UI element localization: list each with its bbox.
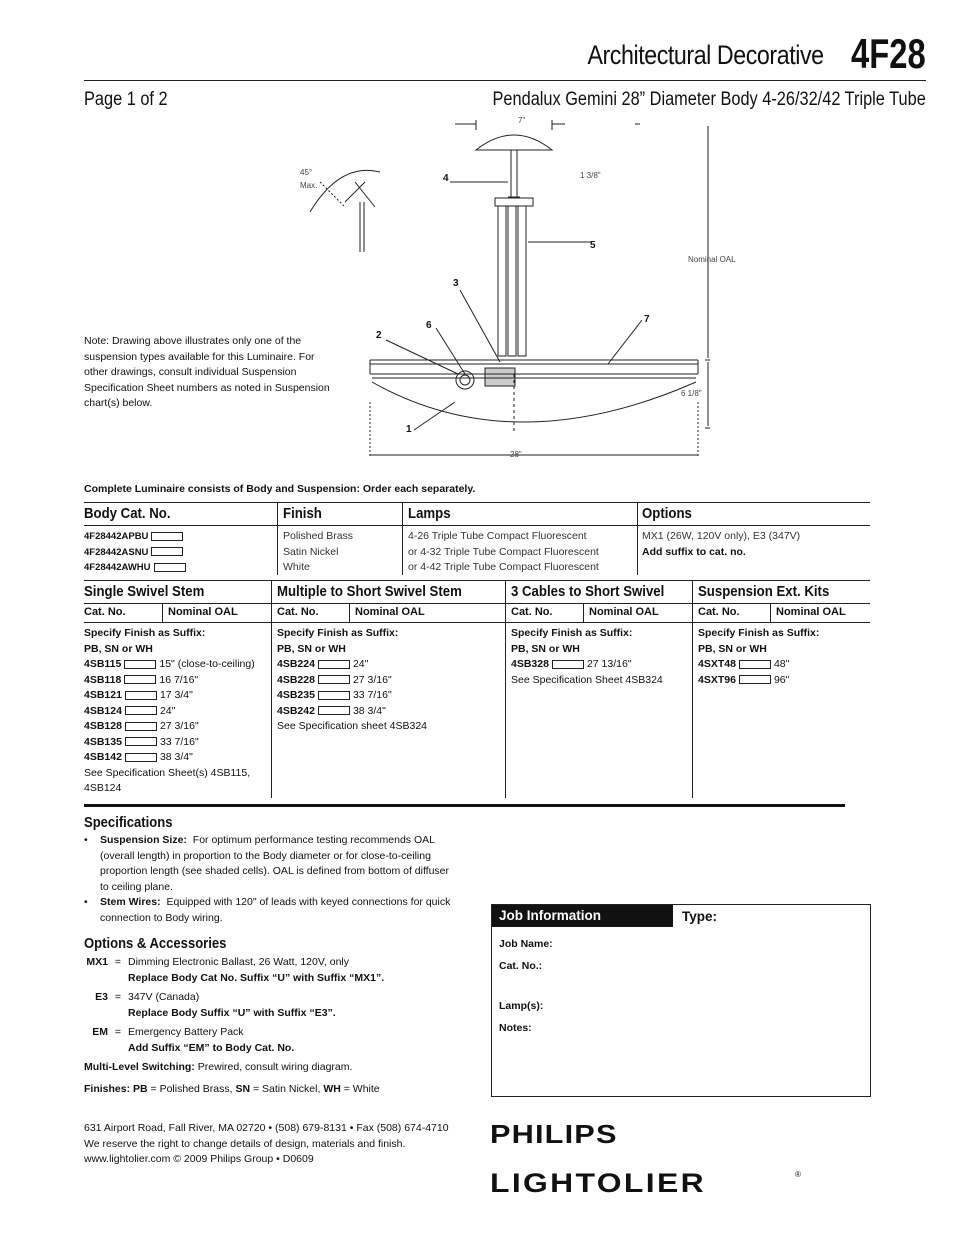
list-item: [698, 673, 819, 689]
order-note: Complete Luminaire consists of Body and Suspension: Order each separately.: [84, 483, 476, 495]
cables-header: 3 Cables to Short Swivel: [511, 583, 665, 600]
suffix-list: PB, SN or WH: [698, 642, 767, 655]
order-box[interactable]: [125, 753, 157, 762]
table-header-rule: [84, 525, 870, 526]
col-divider: [770, 604, 771, 622]
list-item: [84, 688, 255, 704]
order-box[interactable]: [552, 660, 584, 669]
spec-sheet-note: 4SB124: [84, 782, 122, 794]
col-divider: [692, 580, 693, 798]
equals-sign: =: [114, 956, 122, 968]
job-information-header: Job Information: [492, 905, 673, 927]
single-swivel-list: [84, 626, 255, 797]
finish-item: Polished Brass: [283, 530, 354, 542]
options-list: [84, 955, 464, 1097]
body-cat-header: Body Cat. No.: [84, 505, 171, 522]
finishes-label: Finishes:: [84, 1082, 131, 1095]
order-box[interactable]: [318, 691, 350, 700]
callout-4: 4: [443, 173, 449, 184]
spec-text: Equipped with 120" of leads with keyed connections for quick: [166, 896, 451, 908]
finish-code: PB: [133, 1082, 148, 1095]
spec-text: (overall length) in proportion to the Body diameter or for close-to-ceiling: [100, 849, 431, 862]
order-box[interactable]: [739, 660, 771, 669]
callout-6: 6: [426, 320, 432, 331]
company-address: [84, 1121, 449, 1168]
oal: 15" (close-to-ceiling): [159, 658, 255, 670]
cat-no: 4SB118: [84, 673, 122, 686]
cat-no-field[interactable]: Cat. No.:: [499, 960, 543, 972]
multiple-swivel-header: Multiple to Short Swivel Stem: [277, 583, 462, 600]
notes-field[interactable]: Notes:: [499, 1022, 532, 1034]
cat-no: 4SB124: [84, 704, 122, 717]
cat-no: 4SB224: [277, 658, 315, 670]
spec-sheet-note: See Specification Sheet 4SB324: [511, 673, 663, 686]
page-indicator: Page 1 of 2: [84, 89, 168, 110]
specify-label: Specify Finish as Suffix:: [84, 627, 206, 639]
oal: 27 3/16": [352, 673, 392, 686]
lightolier-logo: LIGHTOLIER: [490, 1168, 706, 1198]
list-item: [511, 657, 663, 673]
options-accessories-title: Options & Accessories: [84, 936, 227, 952]
oal: 17 3/4": [159, 689, 193, 701]
col-divider: [277, 502, 278, 575]
job-name-field[interactable]: Job Name:: [499, 938, 553, 950]
order-box[interactable]: [739, 675, 771, 684]
col-divider: [402, 502, 403, 575]
cat-no: 4SXT96: [698, 673, 736, 686]
job-information-box: [491, 904, 871, 1097]
option-instruction: Add Suffix “EM” to Body Cat. No.: [128, 1041, 295, 1054]
order-box[interactable]: [125, 691, 157, 700]
cat-no: 4SB142: [84, 751, 122, 763]
body-cat-no: 4F28442AWHU: [84, 562, 151, 573]
order-box[interactable]: [151, 532, 183, 541]
finish-name: = Satin Nickel,: [252, 1082, 321, 1095]
finish-list: [283, 529, 353, 576]
job-type-label[interactable]: Type:: [682, 909, 718, 924]
single-swivel-header: Single Swivel Stem: [84, 583, 205, 600]
oal: 24": [159, 704, 176, 717]
list-item: [277, 657, 427, 673]
list-item: [84, 735, 255, 751]
order-box[interactable]: [125, 706, 157, 715]
spec-label: Suspension Size:: [100, 834, 187, 846]
col-divider: [583, 604, 584, 622]
ext-kits-header: Suspension Ext. Kits: [698, 583, 830, 600]
nominal-oal-label: Nominal OAL: [589, 606, 659, 618]
order-box[interactable]: [125, 722, 157, 731]
option-desc: Emergency Battery Pack: [128, 1026, 244, 1038]
specifications-list: [84, 833, 464, 926]
col-divider: [637, 502, 638, 575]
cat-no: 4SB235: [277, 689, 315, 701]
cat-no-label: Cat. No.: [84, 606, 126, 618]
list-item: [277, 704, 427, 720]
document-title: Architectural Decorative: [587, 40, 824, 70]
finish-item: White: [283, 561, 310, 573]
nominal-oal-label: Nominal OAL: [168, 606, 238, 618]
suffix-list: PB, SN or WH: [277, 642, 346, 655]
nominal-oal-label: Nominal OAL: [776, 606, 846, 618]
philips-logo: PHILIPS: [490, 1119, 618, 1149]
option-item: [84, 955, 464, 986]
spec-text: connection to Body wiring.: [100, 911, 223, 924]
order-box[interactable]: [318, 675, 350, 684]
dim-height: 6 1/8": [681, 389, 702, 398]
disclaimer-line: We reserve the right to change details of design, materials and finish.: [84, 1137, 406, 1150]
specifications-title: Specifications: [84, 815, 173, 831]
option-desc: 347V (Canada): [128, 991, 200, 1003]
list-item: [698, 657, 819, 673]
address-line: 631 Airport Road, Fall River, MA 02720 • (508) 679-8131 • Fax (508) 674-4710: [84, 1122, 449, 1134]
cat-no-label: Cat. No.: [277, 606, 319, 618]
body-cat-no: 4F28442APBU: [84, 531, 149, 542]
cat-no: 4SB328: [511, 658, 549, 670]
options-instruction: Add suffix to cat. no.: [642, 545, 746, 558]
spec-label: Stem Wires:: [100, 896, 161, 908]
cat-no: 4SB128: [84, 720, 122, 732]
product-code: 4F28: [851, 30, 926, 77]
order-box[interactable]: [154, 563, 186, 572]
finish-name: = White: [343, 1082, 380, 1095]
suffix-list: PB, SN or WH: [511, 642, 580, 655]
option-instruction: Replace Body Cat No. Suffix “U” with Suffix “MX1”.: [128, 971, 385, 984]
list-item: [84, 750, 255, 766]
oal: 48": [773, 658, 790, 670]
switching-line: [84, 1060, 464, 1076]
finish-code: WH: [323, 1082, 341, 1095]
spec-item: [84, 895, 464, 926]
list-item: [84, 657, 255, 673]
order-box[interactable]: [318, 706, 350, 715]
finish-name: = Polished Brass,: [150, 1082, 233, 1095]
dim-stem: 1 3/8": [580, 171, 601, 180]
list-item: [84, 704, 255, 720]
oal: 33 7/16": [352, 689, 392, 701]
list-item: [277, 688, 427, 704]
luminaire-drawing: [280, 112, 760, 472]
header-divider: [84, 80, 926, 81]
lamp-item: or 4-32 Triple Tube Compact Fluorescent: [408, 545, 599, 558]
specify-label: Specify Finish as Suffix:: [277, 627, 399, 639]
lamp-item: or 4-42 Triple Tube Compact Fluorescent: [408, 561, 599, 573]
bullet-icon: •: [84, 896, 88, 908]
oal: 16 7/16": [159, 673, 199, 686]
website-line[interactable]: www.lightolier.com © 2009 Philips Group • D0609: [84, 1153, 314, 1165]
options-text: MX1 (26W, 120V only), E3 (347V): [642, 530, 801, 542]
cat-no: 4SB135: [84, 735, 122, 748]
option-instruction: Replace Body Suffix “U” with Suffix “E3”.: [128, 1006, 336, 1019]
option-code: MX1: [86, 956, 108, 968]
oal: 38 3/4": [159, 751, 193, 763]
option-code: E3: [95, 991, 108, 1003]
callout-7: 7: [644, 314, 650, 325]
specify-label: Specify Finish as Suffix:: [511, 627, 633, 639]
cat-no: 4SB242: [277, 704, 315, 717]
dim-top: 7": [518, 116, 526, 125]
oal: 38 3/4": [352, 704, 386, 717]
spec-item: [84, 833, 464, 895]
option-desc: Dimming Electronic Ballast, 26 Watt, 120V, only: [128, 956, 349, 968]
oal: 27 3/16": [159, 720, 199, 732]
cat-no: 4SXT48: [698, 658, 736, 670]
switching-text: Prewired, consult wiring diagram.: [197, 1061, 353, 1073]
option-item: [84, 990, 464, 1021]
dim-angle: 45°: [300, 168, 313, 177]
spec-sheet-note: See Specification sheet 4SB324: [277, 720, 428, 732]
dim-nominal-oal: Nominal OAL: [688, 255, 736, 264]
nominal-oal-label: Nominal OAL: [355, 606, 425, 618]
callout-3: 3: [453, 278, 459, 289]
oal: 33 7/16": [159, 735, 199, 748]
callout-5: 5: [590, 240, 596, 251]
drawing-note: Note: Drawing above illustrates only one of the suspension types available for this Luminaire. For other drawings, consult individual Suspension Specification Sheet numbers as noted in Suspension chart(s) below.: [84, 335, 330, 409]
lamp-item: 4-26 Triple Tube Compact Fluorescent: [408, 530, 587, 542]
finishes-line: [84, 1082, 464, 1098]
cat-no: 4SB228: [277, 673, 315, 686]
switching-label: Multi-Level Switching:: [84, 1061, 195, 1073]
cat-no: 4SB115: [84, 658, 122, 670]
bullet-icon: •: [84, 834, 88, 846]
option-item: [84, 1025, 464, 1056]
spec-text: proportion length (see shaded cells). OAL is defined from bottom of diffuser: [100, 865, 450, 877]
order-box[interactable]: [125, 737, 157, 746]
suspension-header-rule: [84, 603, 870, 604]
callout-1: 1: [406, 424, 412, 435]
equals-sign: =: [114, 991, 122, 1003]
suspension-top-rule: [84, 580, 870, 581]
body-cat-list: [84, 529, 189, 576]
cables-list: [511, 626, 663, 688]
spec-sheet-note: See Specification Sheet(s) 4SB115,: [84, 766, 251, 779]
order-box[interactable]: [318, 660, 350, 669]
col-divider: [505, 580, 506, 798]
finish-item: Satin Nickel: [283, 545, 339, 558]
registered-mark: ®: [795, 1170, 801, 1179]
finish-header: Finish: [283, 505, 322, 522]
list-item: [84, 673, 255, 689]
spec-text: For optimum performance testing recommends OAL: [192, 834, 435, 846]
oal: 24": [352, 658, 369, 670]
spec-text: to ceiling plane.: [100, 880, 173, 893]
cat-no-label: Cat. No.: [698, 606, 740, 618]
dim-width: 28": [510, 450, 522, 459]
callout-2: 2: [376, 330, 382, 341]
dim-max: Max.: [300, 181, 318, 190]
order-box[interactable]: [124, 660, 156, 669]
oal: 96": [773, 673, 790, 686]
lamps-list: [408, 529, 599, 576]
specify-label: Specify Finish as Suffix:: [698, 627, 820, 639]
suffix-list: PB, SN or WH: [84, 642, 153, 655]
options-cell: [642, 529, 800, 560]
oal: 27 13/16": [586, 658, 632, 670]
lamps-field[interactable]: Lamp(s):: [499, 1000, 544, 1012]
order-box[interactable]: [151, 547, 183, 556]
cat-no-label: Cat. No.: [511, 606, 553, 618]
equals-sign: =: [114, 1026, 122, 1038]
table-top-rule: [84, 502, 870, 503]
col-divider: [349, 604, 350, 622]
order-box[interactable]: [124, 675, 156, 684]
options-header: Options: [642, 505, 692, 522]
suspension-subheader-rule: [84, 622, 870, 623]
finish-code: SN: [235, 1082, 251, 1095]
ext-kits-list: [698, 626, 819, 688]
cat-no: 4SB121: [84, 689, 122, 701]
product-subtitle: Pendalux Gemini 28” Diameter Body 4-26/32/42 Triple Tube: [492, 89, 926, 110]
col-divider: [271, 580, 272, 798]
list-item: [84, 719, 255, 735]
col-divider: [162, 604, 163, 622]
lamps-header: Lamps: [408, 505, 451, 522]
list-item: [277, 673, 427, 689]
option-code: EM: [92, 1026, 108, 1038]
section-divider: [84, 804, 845, 807]
body-cat-no: 4F28442ASNU: [84, 546, 149, 558]
multiple-swivel-list: [277, 626, 427, 735]
